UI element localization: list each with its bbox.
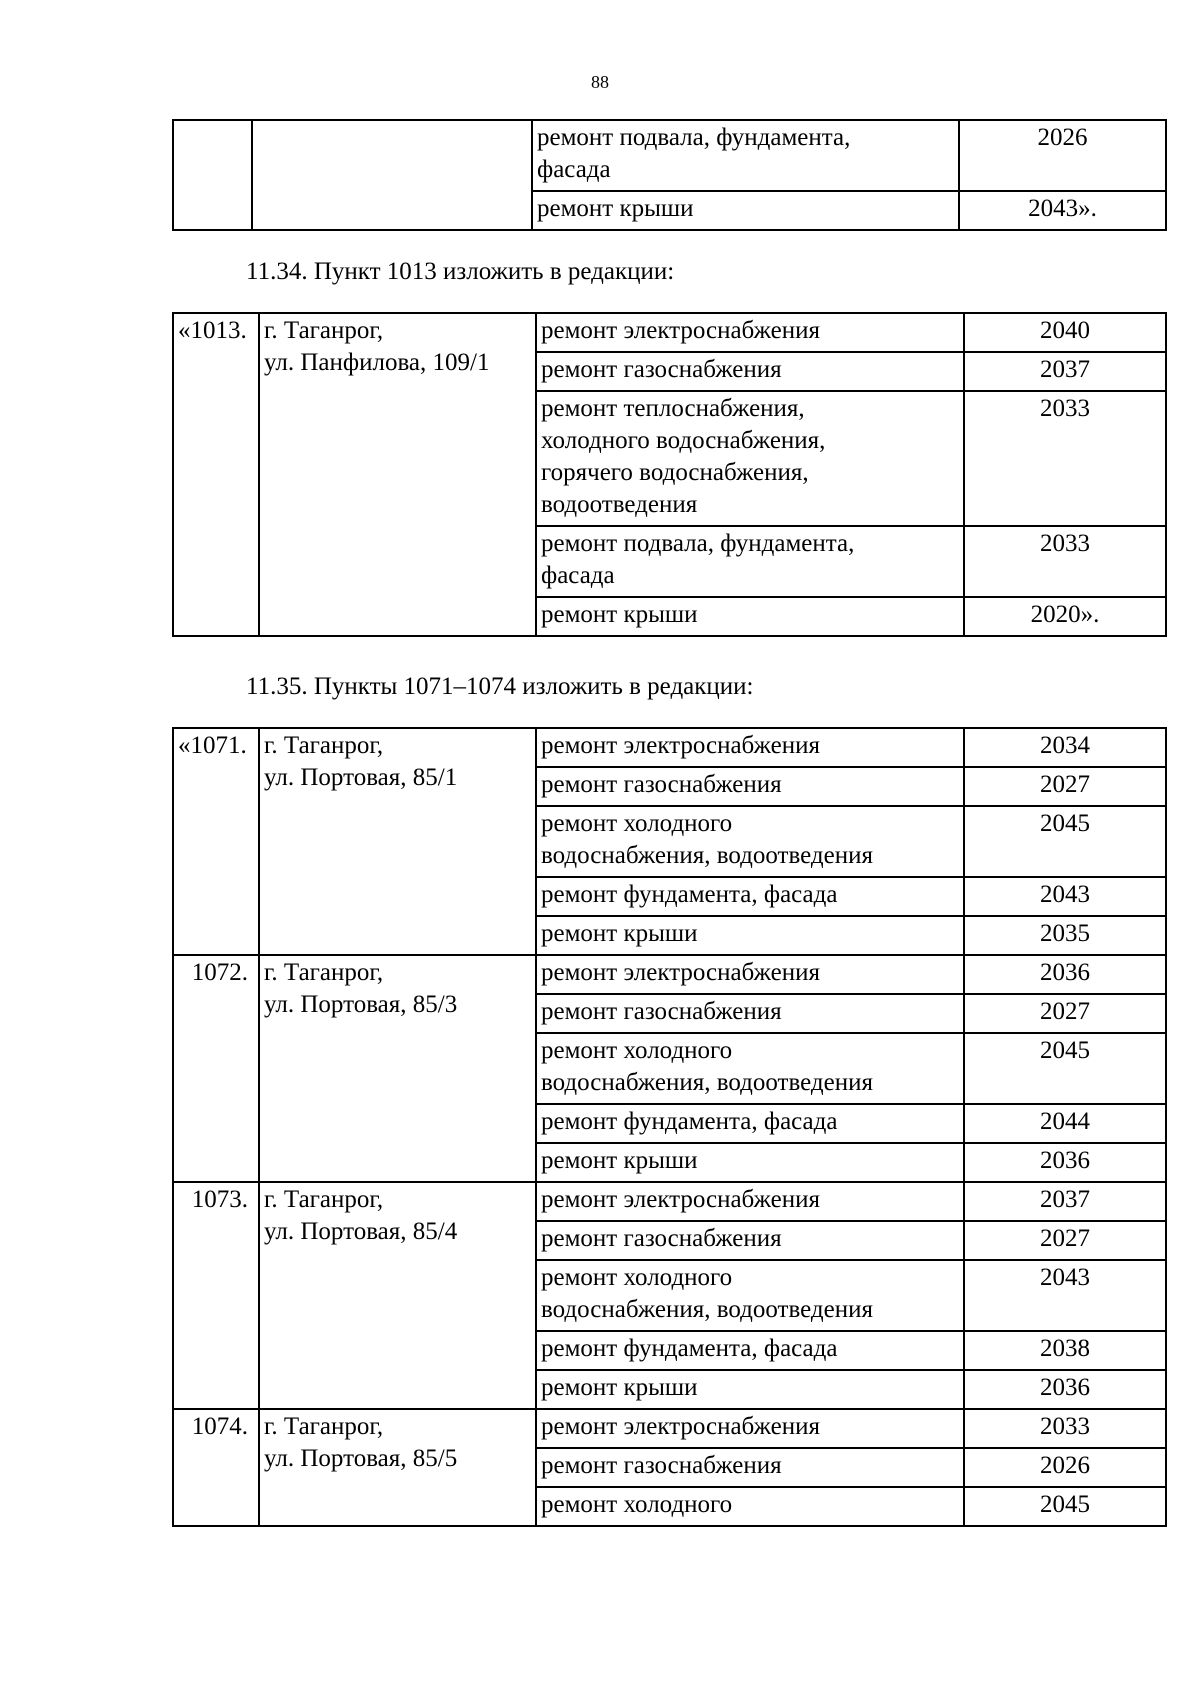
year-cell: 2043 — [964, 1260, 1166, 1331]
year-cell: 2033 — [964, 526, 1166, 597]
year-cell: 2034 — [964, 728, 1166, 767]
work-type-cell — [536, 391, 964, 526]
item-1013-table — [172, 312, 1167, 637]
section-heading-11-35: 11.35. Пункты 1071–1074 изложить в редакции: — [246, 673, 754, 700]
year-cell: 2027 — [964, 994, 1166, 1033]
work-type-cell — [532, 120, 959, 191]
work-type-line: ремонт холодного — [541, 1037, 733, 1064]
item-number-cell: 1072. — [173, 955, 259, 1182]
work-type-cell — [536, 1448, 964, 1487]
year-cell: 2033 — [964, 391, 1166, 526]
year-cell: 2045 — [964, 806, 1166, 877]
work-type-cell — [536, 1331, 964, 1370]
work-type-cell — [536, 767, 964, 806]
year-cell: 2037 — [964, 352, 1166, 391]
work-type-cell — [536, 1104, 964, 1143]
year-cell: 2033 — [964, 1409, 1166, 1448]
work-type-line: ремонт электроснабжения — [541, 317, 820, 344]
work-type-line: водоснабжения, водоотведения — [541, 1296, 873, 1323]
year-cell: 2036 — [964, 955, 1166, 994]
address-cell — [252, 120, 532, 230]
work-type-line: ремонт электроснабжения — [541, 732, 820, 759]
work-type-cell — [536, 1182, 964, 1221]
address-line: ул. Портовая, 85/1 — [264, 764, 458, 791]
year-cell: 2027 — [964, 767, 1166, 806]
address-line: г. Таганрог, — [264, 732, 384, 759]
work-type-line: ремонт электроснабжения — [541, 1186, 820, 1213]
work-type-cell — [536, 994, 964, 1033]
work-type-line: ремонт фундамента, фасада — [541, 1335, 838, 1362]
work-type-line: ремонт электроснабжения — [541, 959, 820, 986]
page-number: 88 — [591, 72, 609, 92]
table-row — [173, 728, 1166, 767]
work-type-line: ремонт крыши — [537, 195, 694, 222]
work-type-cell — [536, 526, 964, 597]
work-type-line: ремонт крыши — [541, 920, 698, 947]
year-cell: 2026 — [964, 1448, 1166, 1487]
address-cell — [259, 728, 536, 955]
work-type-line: холодного водоснабжения, — [541, 427, 826, 454]
year-cell: 2035 — [964, 916, 1166, 955]
work-type-line: ремонт теплоснабжения, — [541, 395, 805, 422]
work-type-line: ремонт газоснабжения — [541, 771, 782, 798]
work-type-cell — [536, 597, 964, 636]
address-cell — [259, 1182, 536, 1409]
year-cell: 2026 — [959, 120, 1166, 191]
work-type-line: горячего водоснабжения, — [541, 459, 809, 486]
year-cell: 2043». — [959, 191, 1166, 230]
work-type-line: ремонт холодного — [541, 810, 733, 837]
year-cell: 2036 — [964, 1143, 1166, 1182]
item-number-cell — [173, 120, 252, 230]
work-type-cell — [536, 955, 964, 994]
section-heading-11-34: 11.34. Пункт 1013 изложить в редакции: — [246, 258, 675, 285]
year-cell: 2044 — [964, 1104, 1166, 1143]
year-cell: 2045 — [964, 1487, 1166, 1526]
table-row — [173, 120, 1166, 191]
address-line: г. Таганрог, — [264, 1413, 384, 1440]
work-type-cell — [532, 191, 959, 230]
address-cell — [259, 955, 536, 1182]
work-type-cell — [536, 1487, 964, 1526]
work-type-cell — [536, 728, 964, 767]
work-type-cell — [536, 1409, 964, 1448]
work-type-cell — [536, 916, 964, 955]
address-line: ул. Портовая, 85/4 — [264, 1218, 458, 1245]
work-type-cell — [536, 313, 964, 352]
year-cell: 2027 — [964, 1221, 1166, 1260]
item-number-cell: 1073. — [173, 1182, 259, 1409]
work-type-cell — [536, 1221, 964, 1260]
year-cell: 2038 — [964, 1331, 1166, 1370]
work-type-cell — [536, 1370, 964, 1409]
table-row — [173, 1409, 1166, 1448]
work-type-cell — [536, 877, 964, 916]
work-type-line: фасада — [541, 562, 615, 589]
work-type-line: ремонт газоснабжения — [541, 998, 782, 1025]
work-type-line: водоснабжения, водоотведения — [541, 842, 873, 869]
year-cell: 2036 — [964, 1370, 1166, 1409]
work-type-cell — [536, 1033, 964, 1104]
work-type-line: ремонт крыши — [541, 1147, 698, 1174]
work-type-cell — [536, 1260, 964, 1331]
work-type-cell — [536, 352, 964, 391]
address-line: ул. Портовая, 85/3 — [264, 991, 458, 1018]
work-type-line: ремонт подвала, фундамента, — [537, 124, 851, 151]
table-row — [173, 1182, 1166, 1221]
work-type-line: ремонт фундамента, фасада — [541, 1108, 838, 1135]
year-cell: 2037 — [964, 1182, 1166, 1221]
items-1071-1074-table — [172, 727, 1167, 1527]
address-cell — [259, 1409, 536, 1526]
work-type-line: фасада — [537, 156, 611, 183]
work-type-line: ремонт крыши — [541, 601, 698, 628]
work-type-cell — [536, 1143, 964, 1182]
item-number-cell: 1074. — [173, 1409, 259, 1526]
address-line: ул. Панфилова, 109/1 — [264, 349, 490, 376]
year-cell: 2020». — [964, 597, 1166, 636]
address-line: г. Таганрог, — [264, 317, 384, 344]
year-cell: 2040 — [964, 313, 1166, 352]
continuation-table — [172, 119, 1167, 231]
address-line: г. Таганрог, — [264, 1186, 384, 1213]
year-cell: 2045 — [964, 1033, 1166, 1104]
year-cell: 2043 — [964, 877, 1166, 916]
address-line: г. Таганрог, — [264, 959, 384, 986]
table-row — [173, 313, 1166, 352]
work-type-line: ремонт газоснабжения — [541, 1225, 782, 1252]
work-type-line: ремонт холодного — [541, 1491, 733, 1518]
address-line: ул. Портовая, 85/5 — [264, 1445, 458, 1472]
work-type-line: водоотведения — [541, 491, 698, 518]
work-type-cell — [536, 806, 964, 877]
work-type-line: ремонт крыши — [541, 1374, 698, 1401]
work-type-line: ремонт подвала, фундамента, — [541, 530, 855, 557]
address-cell — [259, 313, 536, 636]
item-number-cell: «1013. — [173, 313, 259, 636]
work-type-line: ремонт холодного — [541, 1264, 733, 1291]
table-row — [173, 955, 1166, 994]
work-type-line: ремонт электроснабжения — [541, 1413, 820, 1440]
item-number-cell: «1071. — [173, 728, 259, 955]
work-type-line: ремонт газоснабжения — [541, 1452, 782, 1479]
work-type-line: водоснабжения, водоотведения — [541, 1069, 873, 1096]
work-type-line: ремонт фундамента, фасада — [541, 881, 838, 908]
work-type-line: ремонт газоснабжения — [541, 356, 782, 383]
